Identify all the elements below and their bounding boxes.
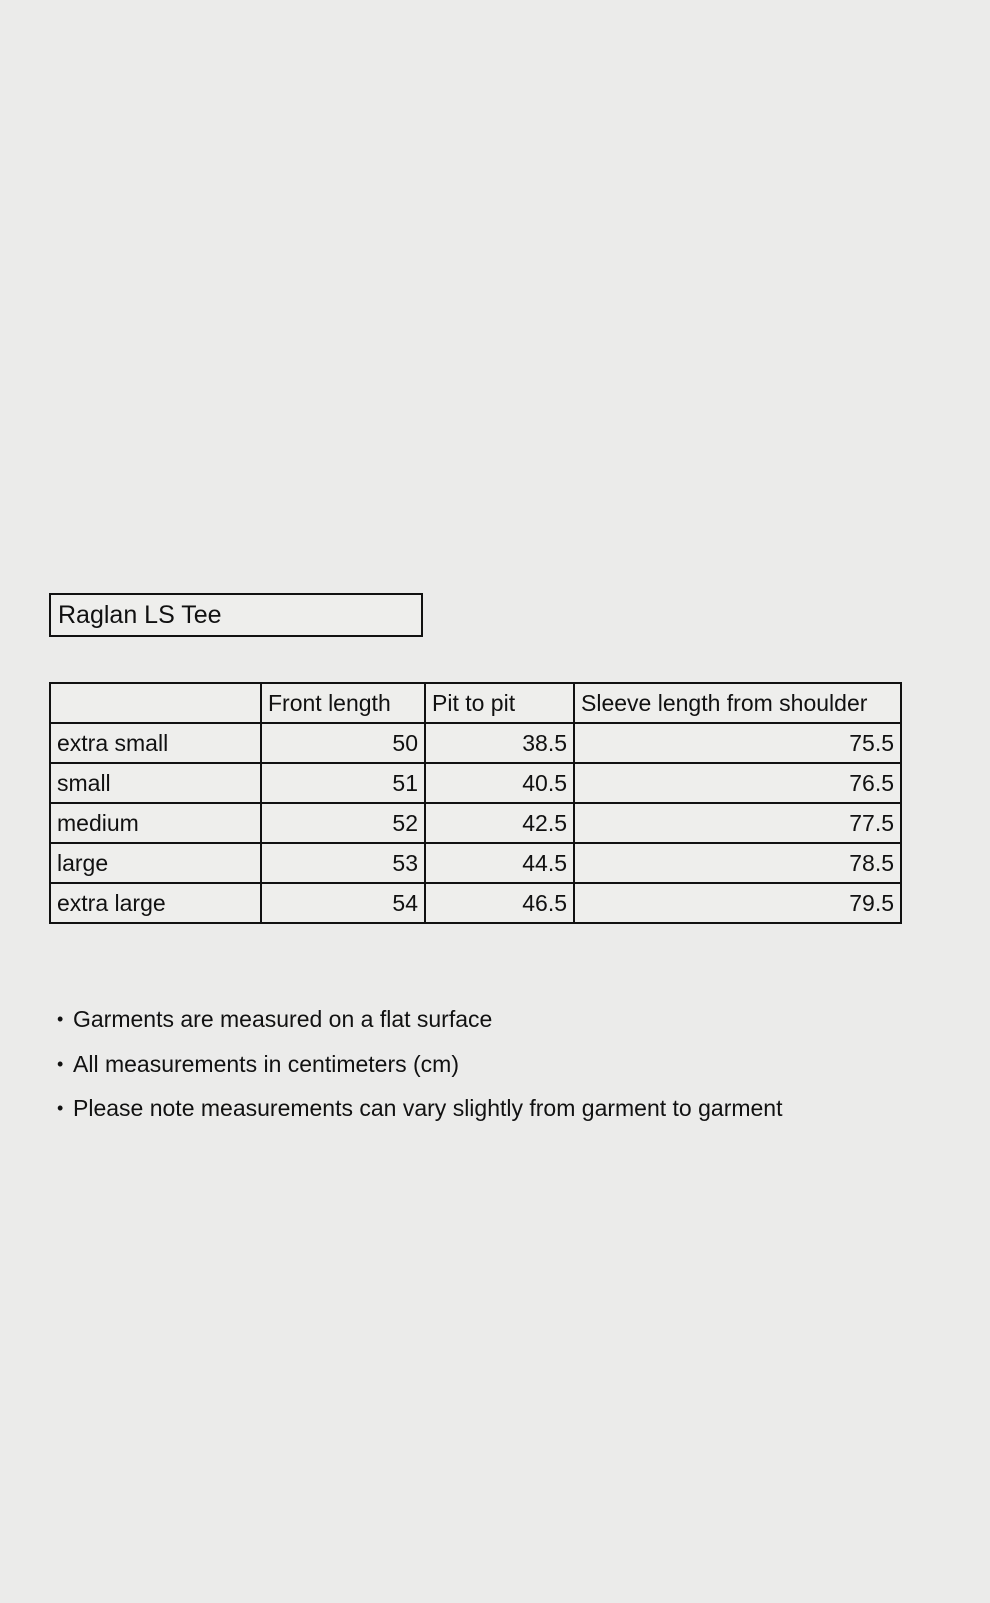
size-label: small [50,763,261,803]
header-sleeve-length: Sleeve length from shoulder [574,683,901,723]
product-title: Raglan LS Tee [49,593,423,637]
pit-to-pit-value: 42.5 [425,803,574,843]
size-label: large [50,843,261,883]
front-length-value: 54 [261,883,425,923]
note-item [57,1000,783,1045]
sleeve-length-value: 78.5 [574,843,901,883]
table-row [50,843,901,883]
size-label: extra small [50,723,261,763]
pit-to-pit-value: 38.5 [425,723,574,763]
note-text: Please note measurements can vary slightly from garment to garment [73,1095,783,1121]
note-item [57,1089,783,1134]
size-chart-table [49,682,902,924]
table-row [50,803,901,843]
note-text: All measurements in centimeters (cm) [73,1050,459,1077]
front-length-value: 50 [261,723,425,763]
pit-to-pit-value: 46.5 [425,883,574,923]
bullet-icon: • [57,1009,64,1029]
header-pit-to-pit: Pit to pit [425,683,574,723]
bullet-icon: • [57,1053,64,1074]
bullet-icon: • [57,1098,64,1118]
front-length-value: 53 [261,843,425,883]
header-cell-empty [50,683,261,723]
pit-to-pit-value: 44.5 [425,843,574,883]
measurement-notes [57,1000,783,1134]
size-label: extra large [50,883,261,923]
header-front-length: Front length [261,683,425,723]
sleeve-length-value: 77.5 [574,803,901,843]
sleeve-length-value: 75.5 [574,723,901,763]
table-row [50,723,901,763]
sleeve-length-value: 76.5 [574,763,901,803]
size-label: medium [50,803,261,843]
note-item [57,1045,783,1090]
front-length-value: 51 [261,763,425,803]
pit-to-pit-value: 40.5 [425,763,574,803]
table-row [50,883,901,923]
table-header-row [50,683,901,723]
table-row [50,763,901,803]
note-text: Garments are measured on a flat surface [73,1006,493,1032]
front-length-value: 52 [261,803,425,843]
sleeve-length-value: 79.5 [574,883,901,923]
